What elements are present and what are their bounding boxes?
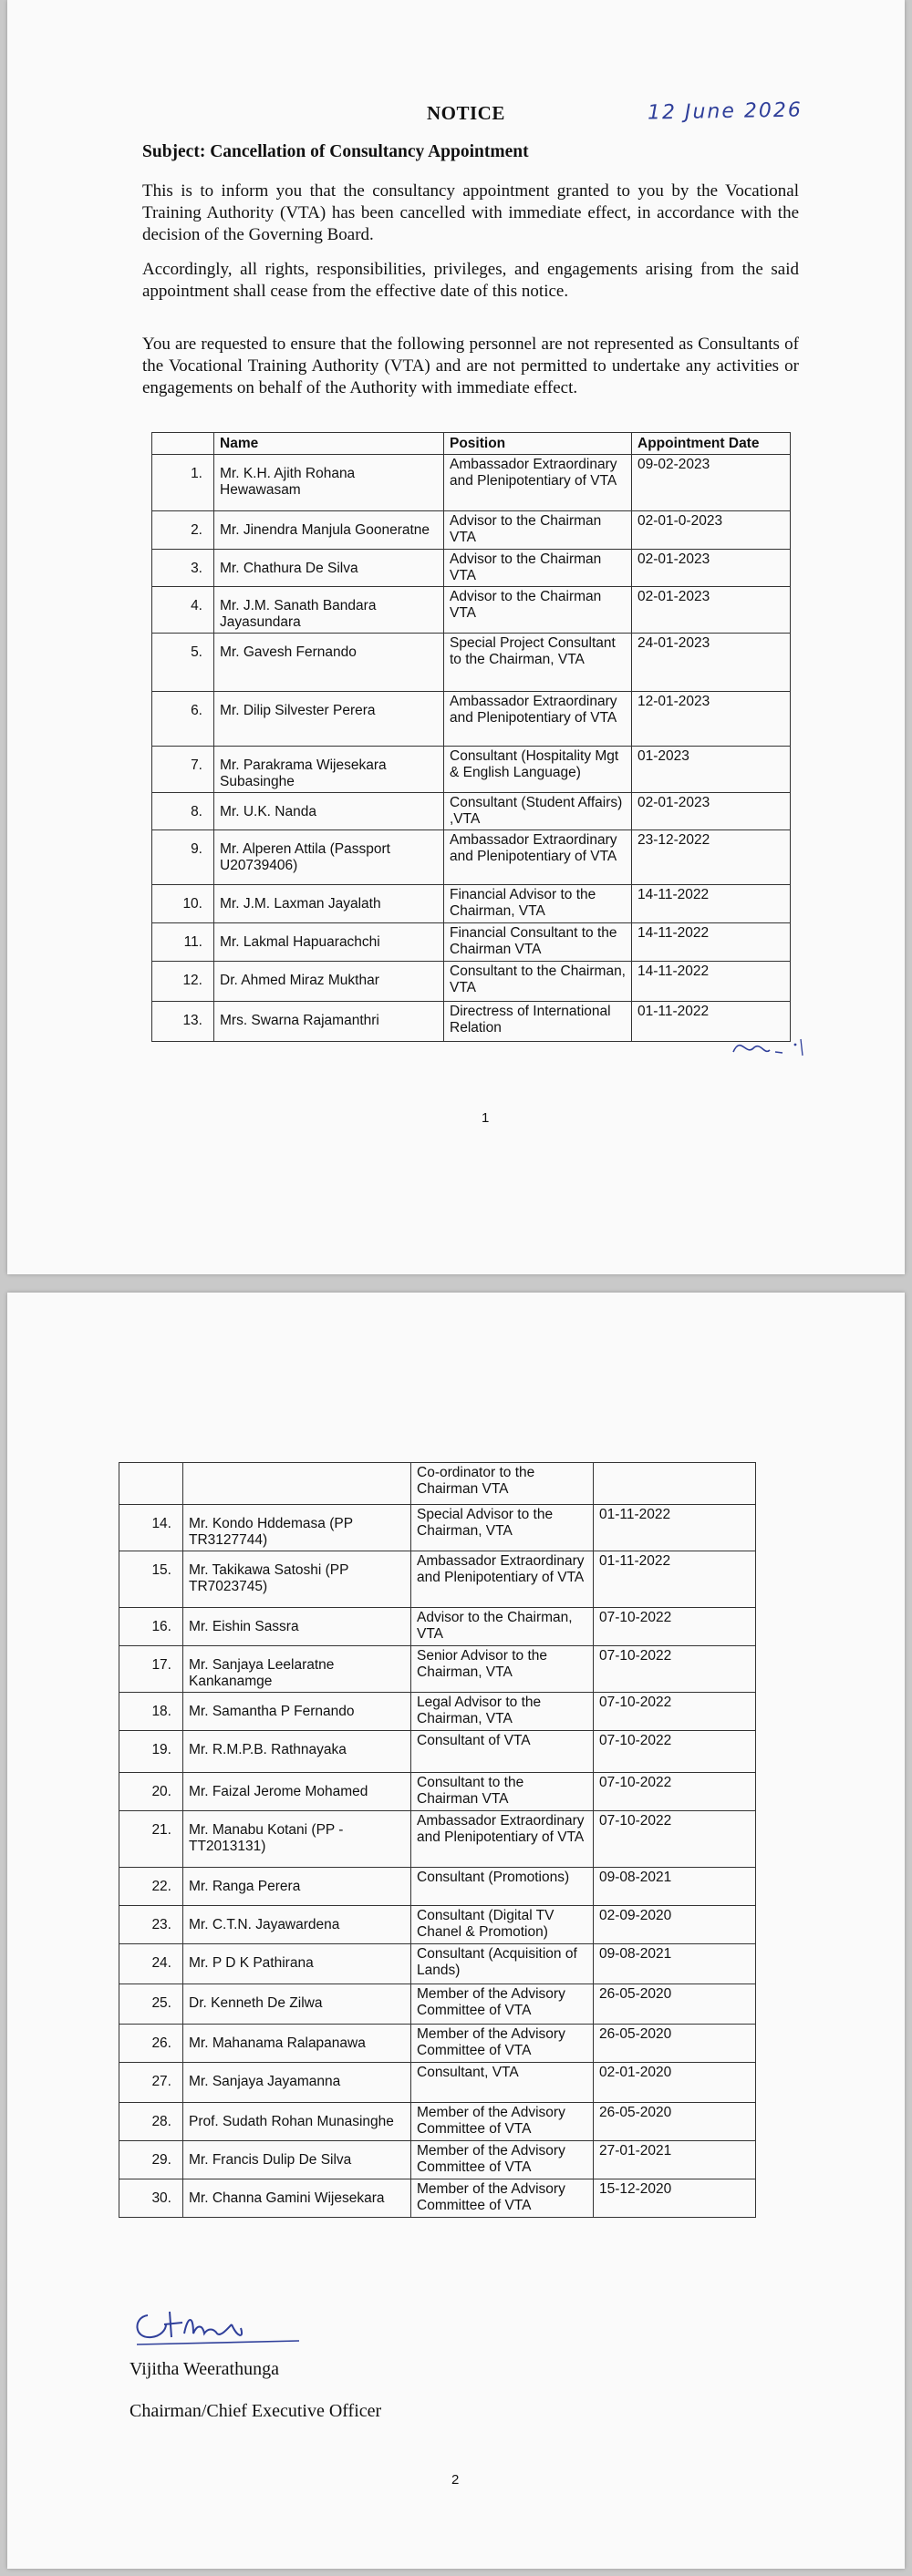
row-appointment-date: 12-01-2023 bbox=[632, 692, 791, 747]
row-name: Mr. Jinendra Manjula Gooneratne bbox=[214, 511, 444, 550]
table-row bbox=[152, 923, 791, 962]
personnel-table-part-2 bbox=[119, 1462, 756, 2218]
row-position: Consultant (Acquisition of Lands) bbox=[411, 1944, 594, 1984]
row-name: Mr. Faizal Jerome Mohamed bbox=[183, 1773, 411, 1811]
row-number: 10. bbox=[152, 885, 214, 923]
header-name: Name bbox=[214, 433, 444, 455]
row-name: Mr. Takikawa Satoshi (PP TR7023745) bbox=[183, 1551, 411, 1608]
table-row bbox=[152, 1002, 791, 1042]
table-row bbox=[152, 587, 791, 634]
row-number: 6. bbox=[152, 692, 214, 747]
row-number: 12. bbox=[152, 962, 214, 1002]
row-name: Mr. Gavesh Fernando bbox=[214, 634, 444, 692]
row-position: Ambassador Extraordinary and Plenipotentiary of VTA bbox=[444, 830, 632, 885]
row-position: Senior Advisor to the Chairman, VTA bbox=[411, 1646, 594, 1693]
row-position: Co-ordinator to the Chairman VTA bbox=[411, 1463, 594, 1505]
row-appointment-date: 26-05-2020 bbox=[594, 1984, 756, 2025]
row-appointment-date: 07-10-2022 bbox=[594, 1608, 756, 1646]
header-position: Position bbox=[444, 433, 632, 455]
row-number: 29. bbox=[119, 2141, 183, 2179]
row-number: 17. bbox=[119, 1646, 183, 1693]
row-position: Ambassador Extraordinary and Plenipotentiary of VTA bbox=[411, 1551, 594, 1608]
row-number: 19. bbox=[119, 1731, 183, 1773]
row-appointment-date: 15-12-2020 bbox=[594, 2179, 756, 2218]
row-appointment-date: 02-01-2020 bbox=[594, 2063, 756, 2103]
table-row bbox=[119, 1731, 756, 1773]
table-row bbox=[119, 1773, 756, 1811]
row-appointment-date: 02-01-2023 bbox=[632, 793, 791, 830]
row-number: 16. bbox=[119, 1608, 183, 1646]
signatory-title: Chairman/Chief Executive Officer bbox=[130, 2401, 382, 2421]
table-row bbox=[119, 2141, 756, 2179]
row-position: Consultant (Student Affairs) ,VTA bbox=[444, 793, 632, 830]
row-number: 30. bbox=[119, 2179, 183, 2218]
row-number: 24. bbox=[119, 1944, 183, 1984]
row-appointment-date: 26-05-2020 bbox=[594, 2103, 756, 2141]
row-name: Mr. Alperen Attila (Passport U20739406) bbox=[214, 830, 444, 885]
row-appointment-date bbox=[594, 1463, 756, 1505]
row-appointment-date: 14-11-2022 bbox=[632, 923, 791, 962]
table-row bbox=[152, 962, 791, 1002]
handwritten-initial-mark bbox=[728, 1028, 810, 1065]
row-appointment-date: 01-2023 bbox=[632, 747, 791, 793]
row-name: Mr. Sanjaya Leelaratne Kankanamge bbox=[183, 1646, 411, 1693]
row-appointment-date: 02-01-2023 bbox=[632, 587, 791, 634]
row-position: Special Advisor to the Chairman, VTA bbox=[411, 1505, 594, 1551]
row-name: Dr. Ahmed Miraz Mukthar bbox=[214, 962, 444, 1002]
row-number: 25. bbox=[119, 1984, 183, 2025]
row-number: 22. bbox=[119, 1868, 183, 1906]
row-position: Ambassador Extraordinary and Plenipotentiary of VTA bbox=[411, 1811, 594, 1868]
table-row bbox=[119, 1868, 756, 1906]
row-name: Mr. Manabu Kotani (PP - TT2013131) bbox=[183, 1811, 411, 1868]
row-appointment-date: 09-08-2021 bbox=[594, 1868, 756, 1906]
row-number: 2. bbox=[152, 511, 214, 550]
row-appointment-date: 01-11-2022 bbox=[594, 1551, 756, 1608]
row-appointment-date: 07-10-2022 bbox=[594, 1646, 756, 1693]
row-number: 27. bbox=[119, 2063, 183, 2103]
table-row bbox=[119, 1646, 756, 1693]
row-position: Member of the Advisory Committee of VTA bbox=[411, 2179, 594, 2218]
document-page-1 bbox=[7, 0, 905, 1274]
table-row bbox=[119, 2179, 756, 2218]
row-position: Member of the Advisory Committee of VTA bbox=[411, 2103, 594, 2141]
table-row bbox=[119, 1984, 756, 2025]
row-number: 1. bbox=[152, 455, 214, 511]
row-appointment-date: 01-11-2022 bbox=[594, 1505, 756, 1551]
row-position: Consultant of VTA bbox=[411, 1731, 594, 1773]
table-row bbox=[152, 747, 791, 793]
row-name: Mr. Eishin Sassra bbox=[183, 1608, 411, 1646]
table-row bbox=[152, 455, 791, 511]
notice-title: NOTICE bbox=[427, 102, 505, 124]
row-name: Mr. Francis Dulip De Silva bbox=[183, 2141, 411, 2179]
row-appointment-date: 07-10-2022 bbox=[594, 1773, 756, 1811]
row-number: 21. bbox=[119, 1811, 183, 1868]
row-number: 3. bbox=[152, 550, 214, 587]
table-row bbox=[119, 1906, 756, 1944]
row-name: Mr. U.K. Nanda bbox=[214, 793, 444, 830]
row-position: Consultant (Hospitality Mgt & English Language) bbox=[444, 747, 632, 793]
row-appointment-date: 27-01-2021 bbox=[594, 2141, 756, 2179]
row-position: Member of the Advisory Committee of VTA bbox=[411, 2025, 594, 2063]
row-position: Consultant to the Chairman VTA bbox=[411, 1773, 594, 1811]
row-position: Consultant to the Chairman, VTA bbox=[444, 962, 632, 1002]
row-number: 13. bbox=[152, 1002, 214, 1042]
row-appointment-date: 07-10-2022 bbox=[594, 1731, 756, 1773]
row-name: Mr. Kondo Hddemasa (PP TR3127744) bbox=[183, 1505, 411, 1551]
table-row bbox=[119, 1811, 756, 1868]
row-appointment-date: 23-12-2022 bbox=[632, 830, 791, 885]
row-appointment-date: 02-09-2020 bbox=[594, 1906, 756, 1944]
handwritten-date: 12 June 2026 bbox=[647, 98, 803, 125]
row-position: Member of the Advisory Committee of VTA bbox=[411, 2141, 594, 2179]
row-number: 11. bbox=[152, 923, 214, 962]
row-position: Legal Advisor to the Chairman, VTA bbox=[411, 1693, 594, 1731]
row-name: Mr. Chathura De Silva bbox=[214, 550, 444, 587]
row-name: Mr. Dilip Silvester Perera bbox=[214, 692, 444, 747]
row-name: Mr. Parakrama Wijesekara Subasinghe bbox=[214, 747, 444, 793]
row-position: Directress of International Relation bbox=[444, 1002, 632, 1042]
row-position: Advisor to the Chairman VTA bbox=[444, 550, 632, 587]
row-appointment-date: 07-10-2022 bbox=[594, 1693, 756, 1731]
row-appointment-date: 26-05-2020 bbox=[594, 2025, 756, 2063]
row-name: Mr. J.M. Laxman Jayalath bbox=[214, 885, 444, 923]
subject-line: Subject: Cancellation of Consultancy Appointment bbox=[142, 142, 529, 161]
row-number: 18. bbox=[119, 1693, 183, 1731]
row-name: Mr. Mahanama Ralapanawa bbox=[183, 2025, 411, 2063]
table-row bbox=[152, 885, 791, 923]
table-row bbox=[119, 1608, 756, 1646]
table-row bbox=[119, 2025, 756, 2063]
row-appointment-date: 07-10-2022 bbox=[594, 1811, 756, 1868]
paragraph-cancellation: This is to inform you that the consultancy appointment granted to you by the Vocational Training Authority (VTA) has been cancelled with immediate effect, in accordance with the decision of the Governing Board. bbox=[142, 181, 799, 244]
row-number: 26. bbox=[119, 2025, 183, 2063]
row-appointment-date: 09-08-2021 bbox=[594, 1944, 756, 1984]
row-name: Prof. Sudath Rohan Munasinghe bbox=[183, 2103, 411, 2141]
paragraph-personnel-request: You are requested to ensure that the following personnel are not represented as Consultants of the Vocational Training Authority (VTA) and are not permitted to undertake any activities or engagements on behalf of the Authority with immediate effect. bbox=[142, 335, 799, 397]
row-number: 9. bbox=[152, 830, 214, 885]
page-number-2: 2 bbox=[451, 2472, 460, 2488]
table-row bbox=[119, 1693, 756, 1731]
row-name: Mr. Lakmal Hapuarachchi bbox=[214, 923, 444, 962]
header-number bbox=[152, 433, 214, 455]
table-row bbox=[119, 1551, 756, 1608]
row-number: 20. bbox=[119, 1773, 183, 1811]
row-position: Advisor to the Chairman VTA bbox=[444, 587, 632, 634]
personnel-table-part-1 bbox=[151, 432, 791, 1042]
row-position: Advisor to the Chairman, VTA bbox=[411, 1608, 594, 1646]
row-number: 4. bbox=[152, 587, 214, 634]
row-position: Advisor to the Chairman VTA bbox=[444, 511, 632, 550]
table-row bbox=[119, 1463, 756, 1505]
row-number: 7. bbox=[152, 747, 214, 793]
header-appointment-date: Appointment Date bbox=[632, 433, 791, 455]
row-appointment-date: 24-01-2023 bbox=[632, 634, 791, 692]
page-number-1: 1 bbox=[482, 1110, 490, 1126]
row-appointment-date: 14-11-2022 bbox=[632, 962, 791, 1002]
row-number: 23. bbox=[119, 1906, 183, 1944]
row-position: Financial Consultant to the Chairman VTA bbox=[444, 923, 632, 962]
row-appointment-date: 09-02-2023 bbox=[632, 455, 791, 511]
row-name bbox=[183, 1463, 411, 1505]
signatory-name: Vijitha Weerathunga bbox=[130, 2359, 279, 2379]
signature bbox=[130, 2297, 312, 2352]
table-row bbox=[152, 793, 791, 830]
row-name: Mr. R.M.P.B. Rathnayaka bbox=[183, 1731, 411, 1773]
row-position: Special Project Consultant to the Chairman, VTA bbox=[444, 634, 632, 692]
table-row bbox=[119, 1505, 756, 1551]
table-row bbox=[152, 511, 791, 550]
row-position: Consultant (Promotions) bbox=[411, 1868, 594, 1906]
row-appointment-date: 01-11-2022 bbox=[632, 1002, 791, 1042]
row-name: Mr. Samantha P Fernando bbox=[183, 1693, 411, 1731]
row-number: 15. bbox=[119, 1551, 183, 1608]
table-row bbox=[119, 2103, 756, 2141]
table-row bbox=[152, 692, 791, 747]
row-appointment-date: 14-11-2022 bbox=[632, 885, 791, 923]
row-name: Mr. Ranga Perera bbox=[183, 1868, 411, 1906]
table-row bbox=[152, 830, 791, 885]
table-row bbox=[152, 550, 791, 587]
row-name: Mr. C.T.N. Jayawardena bbox=[183, 1906, 411, 1944]
row-number bbox=[119, 1463, 183, 1505]
row-number: 28. bbox=[119, 2103, 183, 2141]
row-appointment-date: 02-01-2023 bbox=[632, 550, 791, 587]
row-number: 5. bbox=[152, 634, 214, 692]
row-name: Mr. P D K Pathirana bbox=[183, 1944, 411, 1984]
row-number: 8. bbox=[152, 793, 214, 830]
row-appointment-date: 02-01-0-2023 bbox=[632, 511, 791, 550]
row-name: Mr. Channa Gamini Wijesekara bbox=[183, 2179, 411, 2218]
table-row bbox=[152, 634, 791, 692]
row-position: Ambassador Extraordinary and Plenipotentiary of VTA bbox=[444, 455, 632, 511]
row-name: Mr. Sanjaya Jayamanna bbox=[183, 2063, 411, 2103]
paragraph-rights-cease: Accordingly, all rights, responsibilities, privileges, and engagements arising from the said appointment shall cease from the effective date of this notice. bbox=[142, 260, 799, 301]
row-position: Consultant, VTA bbox=[411, 2063, 594, 2103]
row-position: Consultant (Digital TV Chanel & Promotion) bbox=[411, 1906, 594, 1944]
row-position: Ambassador Extraordinary and Plenipotentiary of VTA bbox=[444, 692, 632, 747]
table-header-row bbox=[152, 433, 791, 455]
row-position: Member of the Advisory Committee of VTA bbox=[411, 1984, 594, 2025]
row-name: Mr. J.M. Sanath Bandara Jayasundara bbox=[214, 587, 444, 634]
row-name: Mrs. Swarna Rajamanthri bbox=[214, 1002, 444, 1042]
row-position: Financial Advisor to the Chairman, VTA bbox=[444, 885, 632, 923]
row-number: 14. bbox=[119, 1505, 183, 1551]
row-name: Mr. K.H. Ajith Rohana Hewawasam bbox=[214, 455, 444, 511]
row-name: Dr. Kenneth De Zilwa bbox=[183, 1984, 411, 2025]
table-row bbox=[119, 1944, 756, 1984]
table-row bbox=[119, 2063, 756, 2103]
